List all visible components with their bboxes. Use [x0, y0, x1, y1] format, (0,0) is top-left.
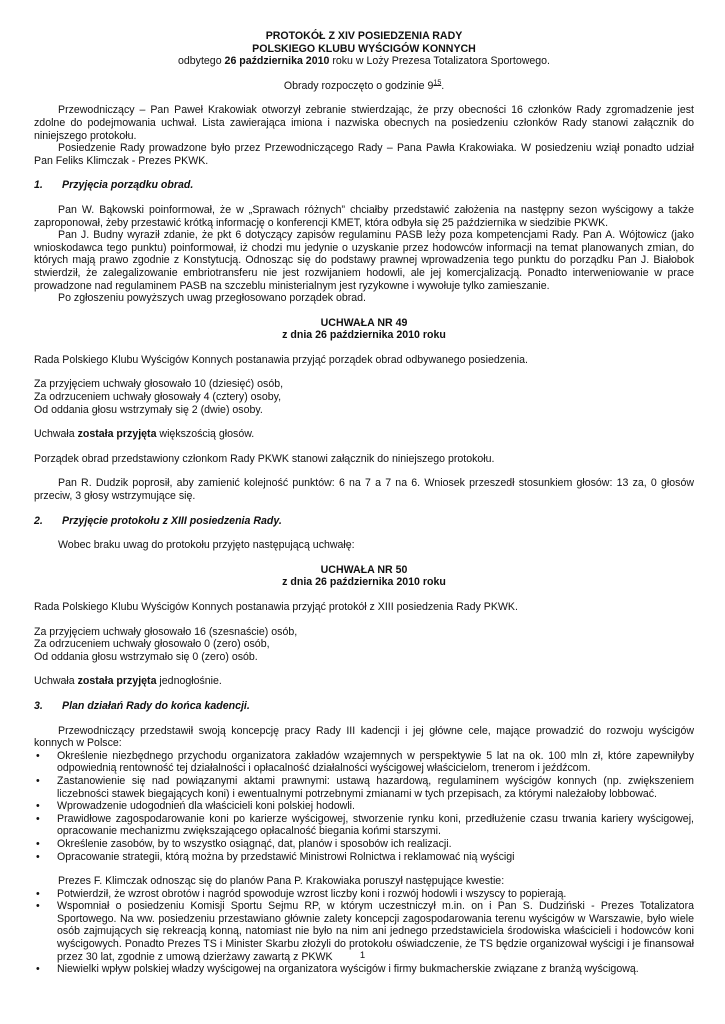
- dudzik-request: Pan R. Dudzik poprosił, aby zamienić kolejność punktów: 6 na 7 a 7 na 6. Wniosek przeszedł stosunkiem głosów: 13 za, 0 głosów przeciw, 3 głosy wstrzymujące się.: [34, 477, 694, 503]
- result-50-post: jednogłośnie.: [156, 675, 222, 688]
- list-item: • Określenie zasobów, by to wszystko osiągnąć, dat, planów i sposobów ich realizacji.: [34, 838, 694, 851]
- resolution-50-date: z dnia 26 października 2010 roku: [282, 576, 446, 589]
- resolution-50-result: [34, 675, 694, 688]
- resolution-49-title: UCHWAŁA NR 49: [320, 316, 408, 329]
- resolution-50-votes-against: Za odrzuceniem uchwały głosowało 0 (zero) osób,: [34, 638, 270, 651]
- resolution-49-text: Rada Polskiego Klubu Wyścigów Konnych postanawia przyjąć porządek obrad odbywanego posiedzenia.: [34, 353, 528, 366]
- section-1-paragraph-2: Pan J. Budny wyraził zdanie, że pkt 6 dotyczący zapisów regulaminu PASB leży poza kompetencjami Rady. Pan A. Wójtowicz (jako wnioskodawca tego punktu) poinformował, iż chodzi mu jedynie o uzyskanie przez hodowców informacji na temat planowanych zmian, do których mają prawo zgodnie z Konstytucją. Odnosząc się do podstawy prawnej wprowadzenia tego punktu do porządku Pan J. Białobok stwierdził, że zalegalizowanie embriotransferu nie jest rozwijaniem hodowli, ale jej komercjalizacją. Ponadto interweniowanie w prace prowadzone nad regulaminem PASB na szczeblu ministerialnym jest ryzykowne i wywołuje tylko zamieszanie.: [34, 229, 694, 292]
- resolution-49-attachment: Porządek obrad przedstawiony członkom Rady PKWK stanowi załącznik do niniejszego protokołu.: [34, 452, 495, 465]
- result-50-bold: została przyjęta: [77, 675, 157, 688]
- doc-subtitle: [34, 55, 694, 68]
- page-number: 1: [359, 950, 366, 961]
- resolution-49-votes-for: Za przyjęciem uchwały głosowało 10 (dziesięć) osób,: [34, 378, 284, 391]
- doc-title-line2: POLSKIEGO KLUBU WYŚCIGÓW KONNYCH: [252, 42, 476, 55]
- opening-post: .: [441, 79, 445, 92]
- list-item: • Wprowadzenie udogodnień dla właścicieli koni polskiej hodowli.: [34, 800, 694, 813]
- intro-paragraph-1: Przewodniczący – Pan Paweł Krakowiak otworzył zebranie stwierdzając, że przy obecności 16 członków Rady zgromadzenie jest zdolne do podejmowania uchwał. Lista zawierająca imiona i nazwiska obecnych na posiedzeniu członków Rady stanowi załącznik do niniejszego protokołu.: [34, 104, 694, 142]
- section-3-goals-list: [34, 750, 694, 863]
- intro-paragraph-2: Posiedzenie Rady prowadzone było przez Przewodniczącego Rady – Pana Pawła Krakowiaka. W posiedzeniu wziął ponadto udział Pan Feliks Klimczak - Prezes PKWK.: [34, 142, 694, 167]
- section-2-heading: [34, 515, 694, 528]
- resolution-50-text: Rada Polskiego Klubu Wyścigów Konnych postanawia przyjąć protokół z XIII posiedzenia Rady PKWK.: [34, 601, 518, 613]
- section-1-paragraph-3: Po zgłoszeniu powyższych uwag przegłosowano porządek obrad.: [58, 292, 366, 305]
- list-item: • Zastanowienie się nad powiązanymi aktami prawnymi: ustawą hazardową, regulaminem wyścigów konnych (np. zwiększeniem liczebności stawek biegających koni) i ewentualnymi potrzebnymi zmianami w tych przepisach, za którymi należałoby lobbować.: [34, 775, 694, 800]
- resolution-49-votes-against: Za odrzuceniem uchwały głosowały 4 (cztery) osoby,: [34, 391, 282, 404]
- section-3-title: Plan działań Rady do końca kadencji.: [62, 699, 250, 712]
- section-3-paragraph-1: Przewodniczący przedstawił swoją koncepcję pracy Rady III kadencji i jej główne cele, mające prowadzić do rozwoju wyścigów konnych w Polsce:: [34, 724, 694, 750]
- opening-minutes: 15: [433, 79, 442, 87]
- resolution-49-votes-abstain: Od oddania głosu wstrzymały się 2 (dwie) osoby.: [34, 403, 263, 416]
- resolution-49-result: [34, 428, 694, 441]
- section-2-title: Przyjęcie protokołu z XIII posiedzenia Rady.: [62, 514, 282, 527]
- doc-title-line1: PROTOKÓŁ Z XIV POSIEDZENIA RADY: [265, 30, 463, 42]
- list-item: • Niewielki wpływ polskiej władzy wyścigowej na organizatora wyścigów i firmy bukmacherskie związane z branżą wyścigową.: [34, 963, 694, 976]
- result-49-pre: Uchwała: [34, 428, 78, 441]
- resolution-50-title: UCHWAŁA NR 50: [320, 563, 408, 576]
- resolution-49-date: z dnia 26 października 2010 roku: [282, 329, 446, 342]
- list-item: • Określenie niezbędnego przychodu organizatora zakładów wzajemnych w perspektywie 5 lat na ok. 100 mln zł, które zapewniłyby odpowiednią rentowność tej działalności i opłacalność działalności wyścigowej właścicielom, trenerom i jeźdźcom.: [34, 750, 694, 775]
- subtitle-post: roku w Loży Prezesa Totalizatora Sportowego.: [329, 55, 550, 68]
- result-50-pre: Uchwała: [34, 675, 78, 688]
- section-1-number: 1.: [34, 179, 43, 192]
- document-page: [34, 30, 694, 976]
- meeting-date: 26 października 2010: [224, 55, 330, 68]
- result-49-post: większością głosów.: [156, 428, 255, 441]
- section-2-number: 2.: [34, 514, 43, 527]
- section-3-issues-list: [34, 888, 694, 976]
- list-item: • Opracowanie strategii, którą można by przedstawić Ministrowi Rolnictwa i reklamować nią wyścigi: [34, 851, 694, 864]
- section-1-title: Przyjęcia porządku obrad.: [62, 179, 194, 192]
- subtitle-pre: odbytego: [178, 55, 225, 68]
- section-3-heading: [34, 700, 694, 713]
- opening-pre: Obrady rozpoczęto o godzinie 9: [283, 79, 434, 92]
- resolution-50-votes-abstain: Od oddania głosu wstrzymało się 0 (zero) osób.: [34, 650, 258, 663]
- result-49-bold: została przyjęta: [77, 428, 157, 441]
- list-item: • Prawidłowe zagospodarowanie koni po karierze wyścigowej, stworzenie rynku koni, przedłużenie czasu trwania kariery wyścigowej, opracowanie mechanizmu zwiększającego opłacalność biegania końmi starszymi.: [34, 813, 694, 838]
- list-item: • Wspomniał o posiedzeniu Komisji Sportu Sejmu RP, w którym uczestniczył m.in. on i Pan S. Dudziński - Prezes Totalizatora Sportowego. Na ww. posiedzeniu przestawiano głównie zalety koncepcji zagospodarowania terenu wyścigów w Warszawie, było wiele osób zajmujących się rekreacją konną, natomiast nie było na nim ani jednego przedstawiciela środowiska właścicieli i hodowców koni wyścigowych. Ponadto Prezes TS i Minister Skarbu złożyli do protokołu oświadczenie, że TS będzie organizował wyścigi i je finansował przez 30 lat, zgodnie z umową dzierżawy zawartą z PKWK: [34, 900, 694, 963]
- section-1-heading: [34, 179, 694, 192]
- opening-time: [34, 80, 694, 93]
- section-3-paragraph-2: Prezes F. Klimczak odnosząc się do planów Pana P. Krakowiaka poruszył następujące kwestie:: [58, 875, 505, 888]
- section-2-paragraph-1: Wobec braku uwag do protokołu przyjęto następującą uchwałę:: [58, 539, 355, 552]
- section-3-number: 3.: [34, 699, 43, 712]
- resolution-50-votes-for: Za przyjęciem uchwały głosowało 16 (szesnaście) osób,: [34, 625, 298, 638]
- section-1-paragraph-1: Pan W. Bąkowski poinformował, że w „Sprawach różnych” chciałby przedstawić założenia na następny sezon wyścigowy a także zaproponował, żeby przestawić krótką informację o konferencji KMET, która odbyła się 25 października w siedzibie PKWK.: [34, 203, 694, 229]
- list-item: • Potwierdził, że wzrost obrotów i nagród spowoduje wzrost liczby koni i rozwój hodowli i wszyscy to popierają.: [34, 888, 694, 901]
